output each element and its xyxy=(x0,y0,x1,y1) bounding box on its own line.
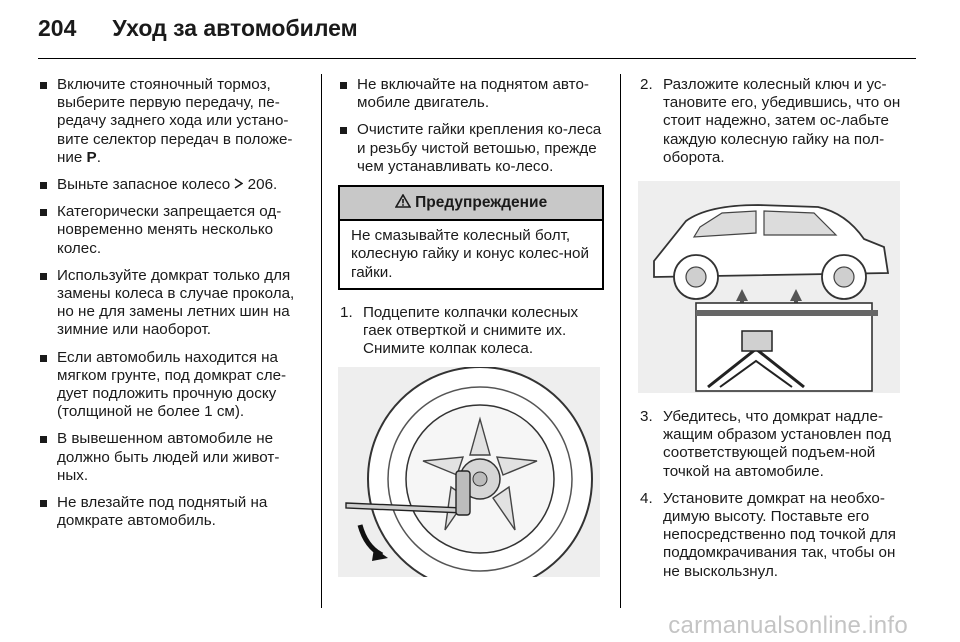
step-number: 1. xyxy=(340,303,353,321)
bullet-item: Включите стояночный тормоз, выберите первую передачу, пе-редачу заднего хода или устано-вите селектор передач в положе-ние P. xyxy=(38,76,308,167)
warning-title: Предупреждение xyxy=(415,194,548,212)
step-item xyxy=(338,304,604,359)
step-item xyxy=(638,76,904,167)
step-item xyxy=(638,408,904,481)
step-number: 3. xyxy=(640,408,653,426)
bullet-item: Не влезайте под поднятый на домкрате автомобиль. xyxy=(38,494,308,530)
step-text: Убедитесь, что домкрат надле-жащим образом установлен под соответствующей подъем-ной точкой на автомобиле. xyxy=(663,408,891,480)
step-text: Подцепите колпачки колесных гаек отверткой и снимите их. Снимите колпак колеса. xyxy=(363,303,579,358)
gear-p-label: P xyxy=(86,148,97,166)
bullet-item: Очистите гайки крепления ко-леса и резьбу чистой ветошью, прежде чем устанавливать ко-лесо. xyxy=(338,121,604,176)
page-number: 204 xyxy=(38,14,77,41)
column-1 xyxy=(38,76,308,539)
column-divider-1 xyxy=(321,74,322,608)
warning-header xyxy=(340,187,602,221)
bullet-item: В вывешенном автомобиле не должно быть людей или живот-ных. xyxy=(38,430,308,485)
step-item xyxy=(638,490,904,581)
warning-triangle-icon xyxy=(395,194,411,211)
bullet-item: Используйте домкрат только для замены колеса в случае прокола, но не для замены летних шин на зимние или наоборот. xyxy=(38,267,308,340)
jack-placement-illustration xyxy=(638,181,900,393)
step-number: 4. xyxy=(640,489,653,507)
page-header xyxy=(38,8,358,48)
page-title: Уход за автомобилем xyxy=(112,14,358,41)
step-text: Установите домкрат на необхо-димую высоту. Поставьте его непосредственно под точкой для поддомкрачивания так, чтобы он не выскользнул. xyxy=(663,489,896,580)
column-divider-2 xyxy=(620,74,621,608)
warning-box xyxy=(338,185,604,290)
step-number: 2. xyxy=(640,76,653,93)
watermark: carmanualsonline.info xyxy=(668,612,908,639)
bullet-item: Категорически запрещается од-новременно менять несколько колес. xyxy=(38,203,308,258)
bullet-item: Не включайте на поднятом авто-мобиле двигатель. xyxy=(338,76,604,112)
column-3 xyxy=(638,76,904,590)
bullet-item: Выньте запасное колесо 206. xyxy=(38,176,308,194)
bullet-item: Если автомобиль находится на мягком грунте, под домкрат сле-дует подложить прочную доску (толщиной не более 1 см). xyxy=(38,349,308,422)
column-2 xyxy=(338,76,604,577)
header-divider xyxy=(38,58,916,59)
step-text: Разложите колесный ключ и ус-тановите его, убедившись, что он стоит надежно, затем ос-лабьте каждую колесную гайку на пол-оборота. xyxy=(663,76,901,166)
wheel-cover-illustration xyxy=(338,367,600,577)
warning-text: Не смазывайте колесный болт, колесную гайку и конус колес-ной гайки. xyxy=(351,227,589,281)
